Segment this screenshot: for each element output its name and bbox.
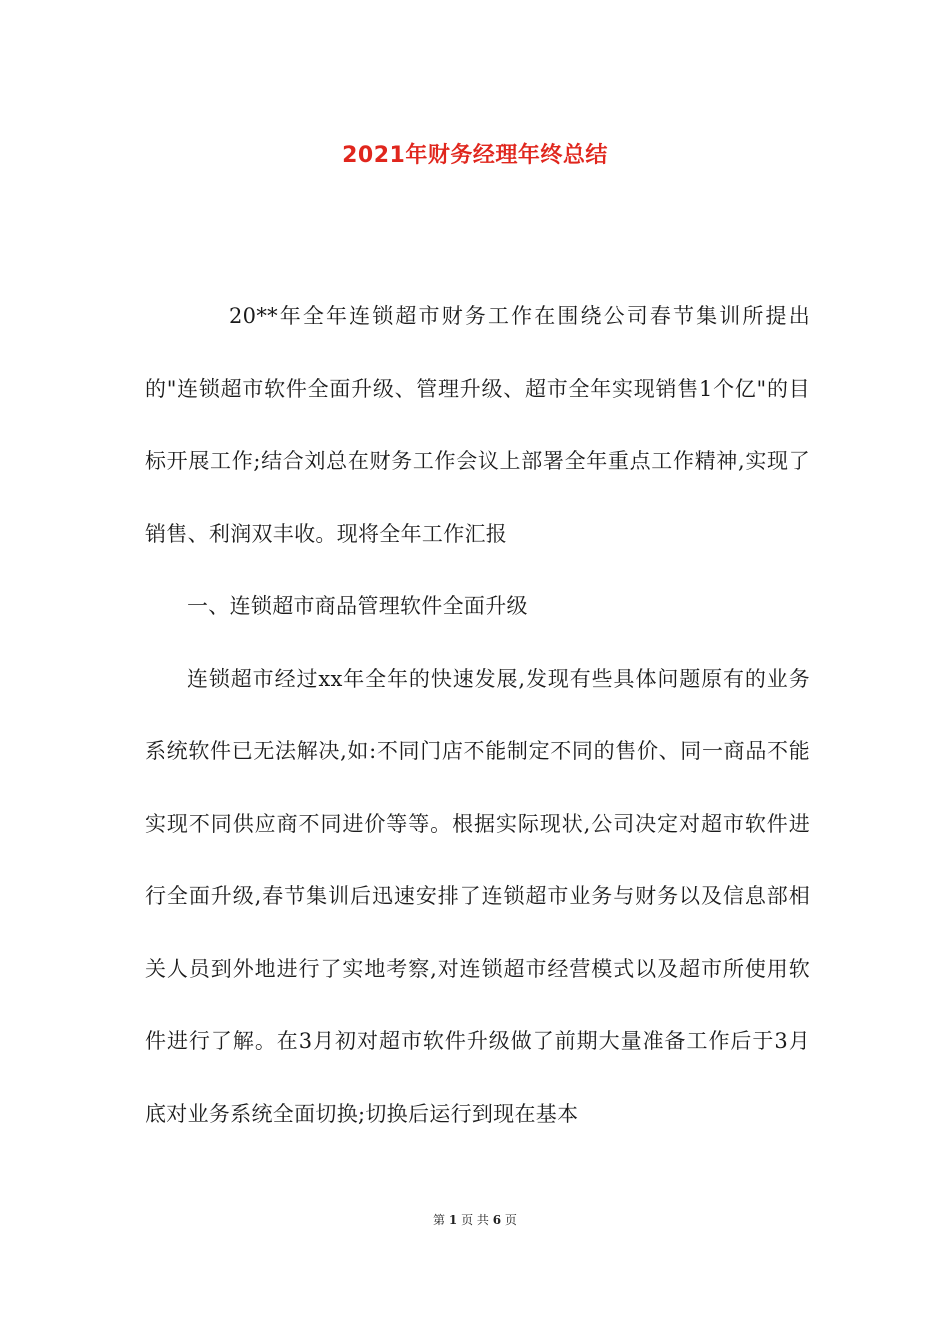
footer-current-page: 1 bbox=[448, 1213, 458, 1227]
footer-prefix: 第 bbox=[433, 1213, 446, 1227]
document-title: 2021年财务经理年终总结 bbox=[342, 143, 608, 168]
footer-middle: 页 共 bbox=[461, 1213, 489, 1227]
document-body bbox=[145, 280, 810, 1150]
page-footer bbox=[0, 1211, 950, 1228]
footer-suffix: 页 bbox=[504, 1213, 517, 1227]
paragraph-intro: 20**年全年连锁超市财务工作在围绕公司春节集训所提出的"连锁超市软件全面升级、管理升级、超市全年实现销售1个亿"的目标开展工作;结合刘总在财务工作会议上部署全年重点工作精神,实现了销售、利润双丰收。现将全年工作汇报 bbox=[145, 304, 810, 546]
footer-total-pages: 6 bbox=[492, 1213, 502, 1227]
section-heading: 一、连锁超市商品管理软件全面升级 bbox=[187, 594, 528, 618]
paragraph-body: 连锁超市经过xx年全年的快速发展,发现有些具体问题原有的业务系统软件已无法解决,如:不同门店不能制定不同的售价、同一商品不能实现不同供应商不同进价等等。根据实际现状,公司决定对超市软件进行全面升级,春节集训后迅速安排了连锁超市业务与财务以及信息部相关人员到外地进行了实地考察,对连锁超市经营模式以及超市所使用软件进行了解。在3月初对超市软件升级做了前期大量准备工作后于3月底对业务系统全面切换;切换后运行到现在基本 bbox=[145, 666, 810, 1126]
